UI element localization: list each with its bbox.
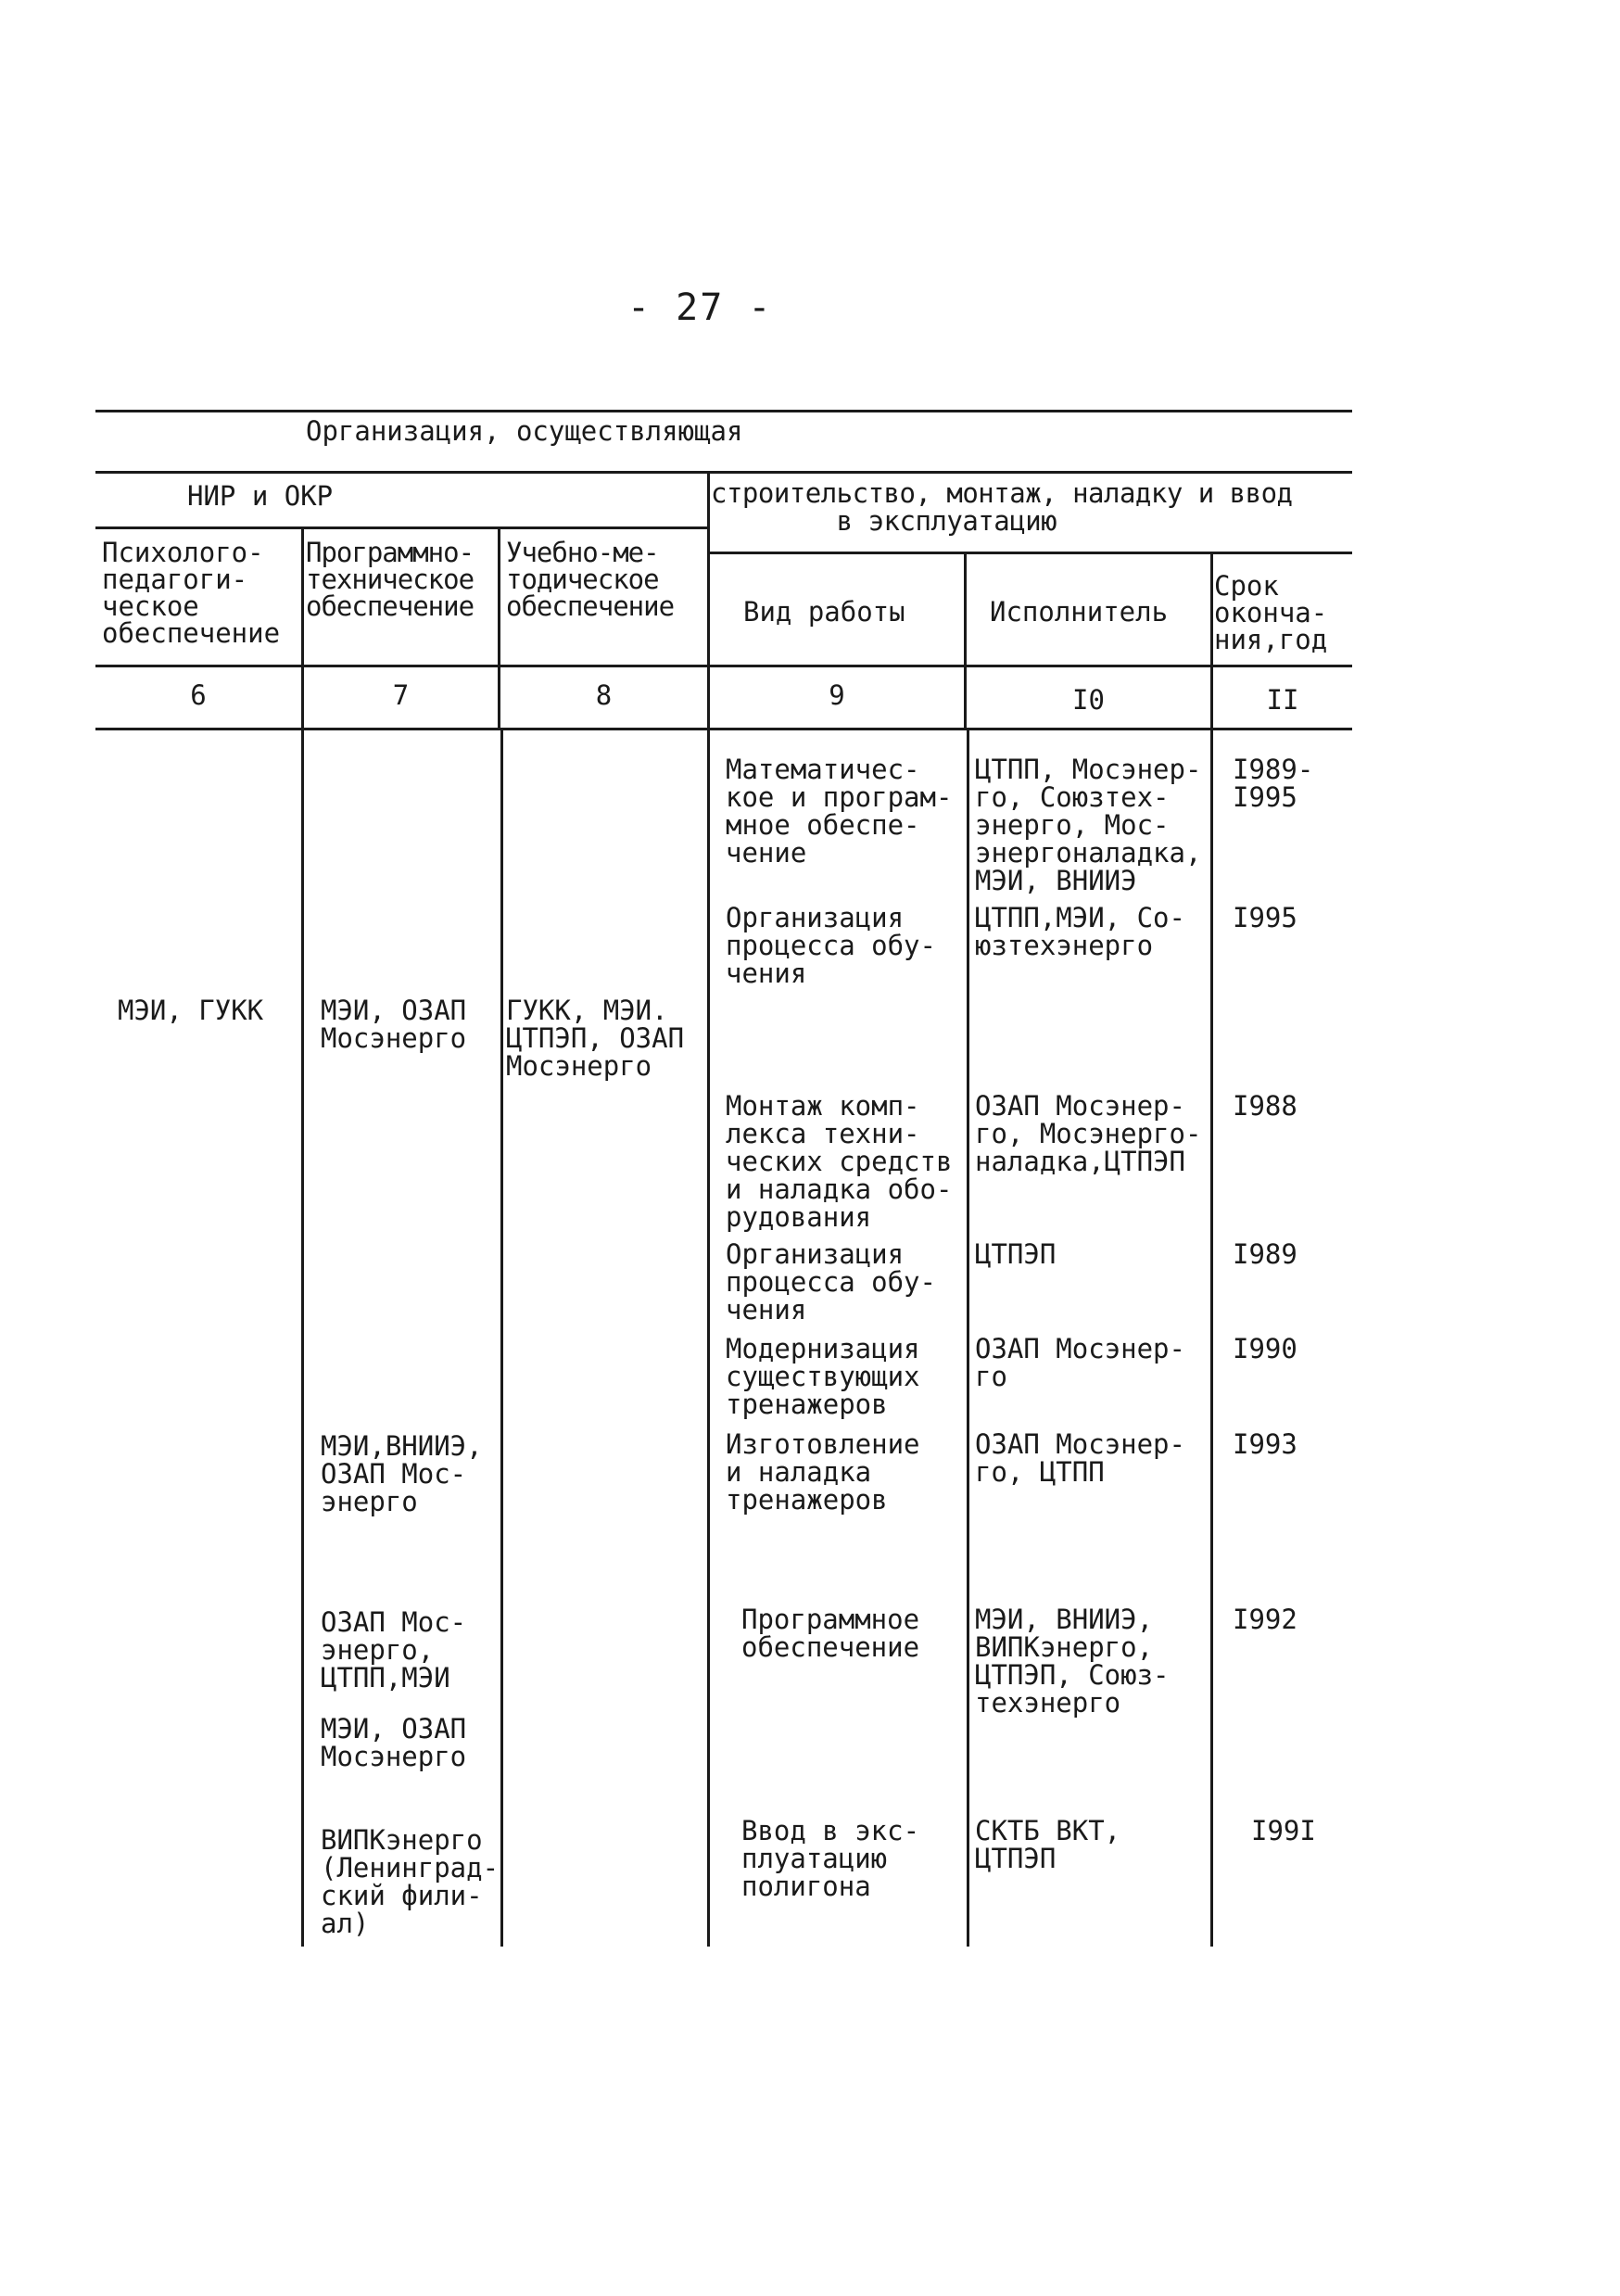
header-group-construction: строительство, монтаж, наладку и ввод в эксплуатацию <box>711 477 1293 537</box>
row-year: I990 <box>1233 1333 1297 1364</box>
row-year: I992 <box>1233 1604 1297 1635</box>
row-executor: ЦТПП,МЭИ, Со- юзтехэнерго <box>975 902 1185 961</box>
row-work: Модернизация существующих тренажеров <box>726 1333 920 1420</box>
row-year: I995 <box>1233 902 1297 933</box>
row-work: Ввод в экс- плуатацию полигона <box>741 1815 920 1902</box>
rule-under-header <box>95 665 1352 667</box>
header-col11: Срок оконча- ния,год <box>1214 570 1328 655</box>
row-work: Математичес- кое и програм- мное обеспе- чение <box>726 754 953 869</box>
rule-under-group-right <box>707 552 1352 554</box>
row-work: Организация процесса обу- чения <box>726 902 936 989</box>
colnum-8: 8 <box>595 679 613 711</box>
col7-entry: МЭИ, ОЗАП Мосэнерго <box>321 1713 467 1772</box>
rule-v-col7-body <box>301 728 304 1947</box>
rule-v-col9-body <box>707 728 710 1947</box>
row-executor: ЦТПП, Мосэнер- го, Союзтех- энерго, Мос- энергоналадка, МЭИ, ВНИИЭ <box>975 754 1202 896</box>
colnum-10: I0 <box>1072 684 1105 716</box>
row-year: I989- I995 <box>1233 754 1314 813</box>
rule-under-group-left <box>95 526 707 529</box>
rule-under-title <box>95 471 1352 474</box>
col7-entry: МЭИ,ВНИИЭ, ОЗАП Мос- энерго <box>321 1430 483 1517</box>
rule-v-col11-body <box>1210 728 1213 1947</box>
header-group-nir-okr: НИР и ОКР <box>187 480 334 512</box>
col7-entry: ВИПКэнерго (Ленинград- ский фили- ал) <box>321 1824 500 1939</box>
row-executor: ОЗАП Мосэнер- го, ЦТПП <box>975 1428 1185 1488</box>
col7-entry: МЭИ, ОЗАП Мосэнерго <box>321 995 467 1054</box>
header-col6: Психолого- педагоги- ческое обеспечение <box>102 537 281 649</box>
row-year: I989 <box>1233 1238 1297 1270</box>
rule-top <box>95 410 1352 412</box>
row-work: Программное обеспечение <box>741 1604 920 1663</box>
row-work: Монтаж комп- лекса техни- ческих средств и наладка обо- рудования <box>726 1090 953 1233</box>
col8-organizations: ГУКК, МЭИ. ЦТПЭП, ОЗАП Мосэнерго <box>506 995 685 1082</box>
header-col7: Программно- техническое обеспечение <box>306 537 475 622</box>
row-executor: СКТБ ВКТ, ЦТПЭП <box>975 1815 1121 1874</box>
col7-entry: ОЗАП Мос- энерго, ЦТПП,МЭИ <box>321 1606 467 1693</box>
colnum-11: II <box>1266 684 1299 716</box>
colnum-7: 7 <box>392 679 410 711</box>
colnum-9: 9 <box>829 679 845 711</box>
header-top-title: Организация, осуществляющая <box>306 415 743 447</box>
colnum-6: 6 <box>190 679 207 711</box>
row-year: I993 <box>1233 1428 1297 1460</box>
row-executor: ОЗАП Мосэнер- го <box>975 1333 1185 1392</box>
row-year: I988 <box>1233 1090 1297 1122</box>
row-year: I99I <box>1251 1815 1316 1846</box>
row-executor: МЭИ, ВНИИЭ, ВИПКэнерго, ЦТПЭП, Союз- техэнерго <box>975 1604 1170 1719</box>
row-executor: ОЗАП Мосэнер- го, Мосэнерго- наладка,ЦТПЭП <box>975 1090 1202 1177</box>
row-work: Организация процесса обу- чения <box>726 1238 936 1326</box>
row-executor: ЦТПЭП <box>975 1238 1057 1270</box>
row-work: Изготовление и наладка тренажеров <box>726 1428 920 1516</box>
col6-organizations: МЭИ, ГУКК <box>118 995 264 1026</box>
header-col8: Учебно-ме- тодическое обеспечение <box>506 537 675 622</box>
rule-v-col8-body <box>500 728 503 1947</box>
header-col10: Исполнитель <box>990 596 1169 628</box>
header-col9: Вид работы <box>743 596 905 628</box>
rule-v-col10-body <box>967 728 969 1947</box>
page-number: - 27 - <box>627 286 773 329</box>
rule-under-numbers <box>95 728 1352 730</box>
